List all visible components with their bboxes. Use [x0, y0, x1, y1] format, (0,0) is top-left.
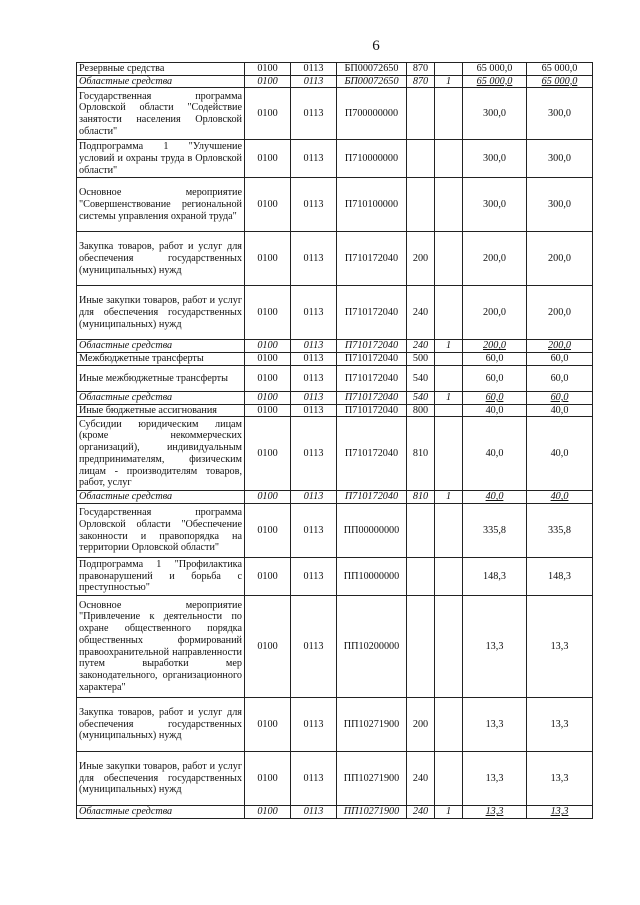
amount-year-2: 300,0: [527, 178, 593, 232]
target-article-code: П710172040: [337, 491, 407, 504]
expense-type-code: [407, 558, 435, 596]
amount-year-1: 40,0: [463, 404, 527, 417]
amount-year-1: 300,0: [463, 178, 527, 232]
amount-year-2: 200,0: [527, 286, 593, 340]
section-code: 0100: [245, 417, 291, 491]
target-article-code: П710172040: [337, 365, 407, 391]
section-code: 0100: [245, 698, 291, 752]
section-code: 0100: [245, 365, 291, 391]
expense-type-code: 240: [407, 752, 435, 806]
target-article-code: ПП10271900: [337, 752, 407, 806]
funding-source-code: [435, 365, 463, 391]
funding-source-code: [435, 140, 463, 178]
table-row: [77, 178, 593, 232]
subsection-code: 0113: [291, 806, 337, 819]
amount-year-2: 148,3: [527, 558, 593, 596]
subsection-code: 0113: [291, 504, 337, 558]
target-article-code: ПП10200000: [337, 596, 407, 698]
amount-year-1: 13,3: [463, 596, 527, 698]
target-article-code: ПП00000000: [337, 504, 407, 558]
row-name: Межбюджетные трансферты: [77, 353, 245, 366]
subsection-code: 0113: [291, 353, 337, 366]
funding-source-code: [435, 417, 463, 491]
amount-year-1: 300,0: [463, 140, 527, 178]
target-article-code: ПП10000000: [337, 558, 407, 596]
table-row: [77, 504, 593, 558]
table-row: [77, 698, 593, 752]
row-name: Областные средства: [77, 75, 245, 88]
target-article-code: П700000000: [337, 88, 407, 140]
page-number: 6: [372, 38, 380, 54]
row-name: Областные средства: [77, 391, 245, 404]
subsection-code: 0113: [291, 491, 337, 504]
table-row: [77, 596, 593, 698]
target-article-code: П710172040: [337, 232, 407, 286]
table-row: [77, 491, 593, 504]
subsection-code: 0113: [291, 404, 337, 417]
amount-year-2: 60,0: [527, 353, 593, 366]
target-article-code: П710172040: [337, 353, 407, 366]
funding-source-code: [435, 178, 463, 232]
amount-year-1: 200,0: [463, 340, 527, 353]
section-code: 0100: [245, 140, 291, 178]
section-code: 0100: [245, 391, 291, 404]
section-code: 0100: [245, 596, 291, 698]
target-article-code: П710172040: [337, 340, 407, 353]
section-code: 0100: [245, 88, 291, 140]
amount-year-2: 335,8: [527, 504, 593, 558]
target-article-code: П710100000: [337, 178, 407, 232]
subsection-code: 0113: [291, 391, 337, 404]
subsection-code: 0113: [291, 340, 337, 353]
expense-type-code: 800: [407, 404, 435, 417]
amount-year-1: 40,0: [463, 417, 527, 491]
row-name: Областные средства: [77, 491, 245, 504]
expense-type-code: 200: [407, 698, 435, 752]
amount-year-1: 40,0: [463, 491, 527, 504]
row-name: Закупка товаров, работ и услуг для обеспечения государственных (муниципальных) нужд: [77, 698, 245, 752]
expense-type-code: [407, 504, 435, 558]
section-code: 0100: [245, 75, 291, 88]
subsection-code: 0113: [291, 140, 337, 178]
expense-type-code: 810: [407, 417, 435, 491]
section-code: 0100: [245, 806, 291, 819]
funding-source-code: 1: [435, 340, 463, 353]
target-article-code: П710172040: [337, 391, 407, 404]
amount-year-2: 200,0: [527, 340, 593, 353]
expense-type-code: 540: [407, 391, 435, 404]
subsection-code: 0113: [291, 88, 337, 140]
amount-year-1: 13,3: [463, 752, 527, 806]
amount-year-1: 65 000,0: [463, 63, 527, 76]
amount-year-2: 300,0: [527, 88, 593, 140]
section-code: 0100: [245, 178, 291, 232]
amount-year-1: 200,0: [463, 286, 527, 340]
amount-year-1: 65 000,0: [463, 75, 527, 88]
table-row: [77, 806, 593, 819]
table-row: [77, 404, 593, 417]
amount-year-2: 60,0: [527, 391, 593, 404]
funding-source-code: [435, 63, 463, 76]
subsection-code: 0113: [291, 75, 337, 88]
subsection-code: 0113: [291, 698, 337, 752]
row-name: Подпрограмма 1 "Улучшение условий и охраны труда в Орловской области": [77, 140, 245, 178]
expense-type-code: 810: [407, 491, 435, 504]
funding-source-code: 1: [435, 75, 463, 88]
row-name: Резервные средства: [77, 63, 245, 76]
amount-year-2: 200,0: [527, 232, 593, 286]
amount-year-2: 40,0: [527, 404, 593, 417]
expense-type-code: [407, 88, 435, 140]
target-article-code: ПП10271900: [337, 806, 407, 819]
expense-type-code: 240: [407, 806, 435, 819]
amount-year-1: 300,0: [463, 88, 527, 140]
row-name: Областные средства: [77, 340, 245, 353]
row-name: Иные закупки товаров, работ и услуг для обеспечения государственных (муниципальных) нужд: [77, 286, 245, 340]
amount-year-1: 200,0: [463, 232, 527, 286]
subsection-code: 0113: [291, 752, 337, 806]
target-article-code: П710000000: [337, 140, 407, 178]
amount-year-2: 40,0: [527, 417, 593, 491]
table-row: [77, 558, 593, 596]
table-row: [77, 353, 593, 366]
subsection-code: 0113: [291, 63, 337, 76]
amount-year-1: 13,3: [463, 806, 527, 819]
budget-table: [76, 62, 593, 819]
subsection-code: 0113: [291, 558, 337, 596]
funding-source-code: [435, 596, 463, 698]
table-row: [77, 63, 593, 76]
amount-year-2: 40,0: [527, 491, 593, 504]
section-code: 0100: [245, 286, 291, 340]
funding-source-code: [435, 404, 463, 417]
section-code: 0100: [245, 232, 291, 286]
section-code: 0100: [245, 353, 291, 366]
row-name: Государственная программа Орловской области "Обеспечение законности и правопорядка на территории Орловской области": [77, 504, 245, 558]
amount-year-1: 335,8: [463, 504, 527, 558]
target-article-code: П710172040: [337, 286, 407, 340]
expense-type-code: 870: [407, 63, 435, 76]
table-row: [77, 88, 593, 140]
table-row: [77, 752, 593, 806]
section-code: 0100: [245, 491, 291, 504]
amount-year-2: 13,3: [527, 806, 593, 819]
table-row: [77, 417, 593, 491]
amount-year-1: 13,3: [463, 698, 527, 752]
expense-type-code: 500: [407, 353, 435, 366]
expense-type-code: 200: [407, 232, 435, 286]
amount-year-2: 300,0: [527, 140, 593, 178]
row-name: Иные бюджетные ассигнования: [77, 404, 245, 417]
row-name: Областные средства: [77, 806, 245, 819]
section-code: 0100: [245, 752, 291, 806]
funding-source-code: [435, 752, 463, 806]
expense-type-code: [407, 596, 435, 698]
amount-year-2: 65 000,0: [527, 63, 593, 76]
expense-type-code: 540: [407, 365, 435, 391]
funding-source-code: 1: [435, 806, 463, 819]
funding-source-code: [435, 504, 463, 558]
section-code: 0100: [245, 404, 291, 417]
funding-source-code: [435, 353, 463, 366]
row-name: Государственная программа Орловской области "Содействие занятости населения Орловской области": [77, 88, 245, 140]
expense-type-code: 240: [407, 286, 435, 340]
row-name: Основное мероприятие "Привлечение к деятельности по охране общественного порядка общественных формирований правоохранительной направленности путем выработки мер законодательного, организационного характера": [77, 596, 245, 698]
section-code: 0100: [245, 558, 291, 596]
amount-year-2: 65 000,0: [527, 75, 593, 88]
row-name: Иные межбюджетные трансферты: [77, 365, 245, 391]
target-article-code: БП00072650: [337, 63, 407, 76]
target-article-code: ПП10271900: [337, 698, 407, 752]
subsection-code: 0113: [291, 232, 337, 286]
amount-year-2: 13,3: [527, 752, 593, 806]
row-name: Закупка товаров, работ и услуг для обеспечения государственных (муниципальных) нужд: [77, 232, 245, 286]
table-row: [77, 75, 593, 88]
amount-year-1: 60,0: [463, 365, 527, 391]
target-article-code: П710172040: [337, 417, 407, 491]
target-article-code: П710172040: [337, 404, 407, 417]
funding-source-code: [435, 232, 463, 286]
amount-year-1: 148,3: [463, 558, 527, 596]
subsection-code: 0113: [291, 286, 337, 340]
table-row: [77, 232, 593, 286]
budget-table-body: [77, 63, 593, 819]
amount-year-2: 60,0: [527, 365, 593, 391]
table-row: [77, 286, 593, 340]
table-row: [77, 391, 593, 404]
expense-type-code: [407, 178, 435, 232]
funding-source-code: [435, 286, 463, 340]
table-row: [77, 340, 593, 353]
amount-year-1: 60,0: [463, 353, 527, 366]
funding-source-code: 1: [435, 491, 463, 504]
expense-type-code: 240: [407, 340, 435, 353]
expense-type-code: [407, 140, 435, 178]
row-name: Основное мероприятие "Совершенствование региональной системы управления охраной труда": [77, 178, 245, 232]
expense-type-code: 870: [407, 75, 435, 88]
row-name: Подпрограмма 1 "Профилактика правонарушений и борьба с преступностью": [77, 558, 245, 596]
target-article-code: БП00072650: [337, 75, 407, 88]
funding-source-code: [435, 88, 463, 140]
subsection-code: 0113: [291, 596, 337, 698]
section-code: 0100: [245, 504, 291, 558]
amount-year-2: 13,3: [527, 698, 593, 752]
amount-year-2: 13,3: [527, 596, 593, 698]
subsection-code: 0113: [291, 417, 337, 491]
funding-source-code: 1: [435, 391, 463, 404]
subsection-code: 0113: [291, 178, 337, 232]
row-name: Субсидии юридическим лицам (кроме некоммерческих организаций), индивидуальным предпринимателям, физическим лицам - производителям товаров, работ, услуг: [77, 417, 245, 491]
funding-source-code: [435, 558, 463, 596]
row-name: Иные закупки товаров, работ и услуг для обеспечения государственных (муниципальных) нужд: [77, 752, 245, 806]
table-row: [77, 140, 593, 178]
table-row: [77, 365, 593, 391]
subsection-code: 0113: [291, 365, 337, 391]
amount-year-1: 60,0: [463, 391, 527, 404]
section-code: 0100: [245, 63, 291, 76]
section-code: 0100: [245, 340, 291, 353]
funding-source-code: [435, 698, 463, 752]
